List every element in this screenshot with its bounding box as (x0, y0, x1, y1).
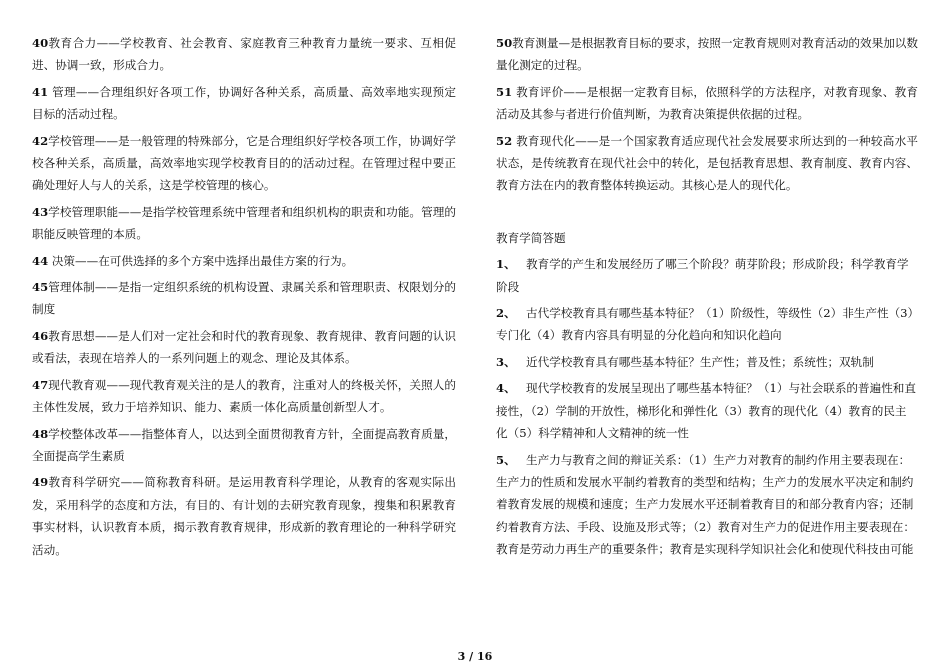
right-column (496, 32, 918, 565)
term-number: 52 (496, 133, 513, 148)
question-number: 2、 (496, 306, 516, 321)
question-number: 1、 (496, 257, 516, 272)
term-number: 48 (32, 426, 49, 441)
question-text: 古代学校教育具有哪些基本特征？（1）阶级性，等级性（2）非生产性（3）专门化（4）教育内容具有明显的分化趋向和知识化趋向 (496, 306, 914, 343)
term-entry-40 (32, 32, 456, 77)
term-entry-50 (496, 32, 918, 77)
term-entry-48 (32, 423, 456, 468)
left-column (32, 32, 456, 565)
term-number: 44 (32, 253, 49, 268)
term-text: 教育科学研究——简称教育科研。是运用教育科学理论，从教育的客观实际出发，采用科学的态度和方法，有目的、有计划的去研究教育现象，搜集和积累教育事实材料，认识教育本质，揭示教育教育规律，形成新的教育理论的一种科学研究活动。 (32, 475, 456, 557)
term-entry-49 (32, 471, 456, 561)
term-entry-41 (32, 81, 456, 126)
term-text: 教育评价——是根据一定教育目标，依照科学的方法程序，对教育现象、教育活动及其参与者进行价值判断，为教育决策提供依据的过程。 (496, 84, 918, 122)
question-text: 教育学的产生和发展经历了哪三个阶段？萌芽阶段；形成阶段；科学教育学阶段 (496, 257, 909, 294)
term-entry-51 (496, 81, 918, 126)
term-text: 教育现代化——是一个国家教育适应现代社会发展要求所达到的一种较高水平状态，是传统教育在现代社会中的转化，是包括教育思想、教育制度、教育内容、教育方法在内的教育整体转换运动。其核心是人的现代化。 (496, 133, 918, 193)
term-number: 41 (32, 84, 49, 99)
term-number: 51 (496, 84, 513, 99)
term-entry-52 (496, 130, 918, 197)
term-text: 教育测量—是根据教育目标的要求，按照一定教育规则对教育活动的效果加以数量化测定的过程。 (496, 36, 918, 73)
term-entry-46 (32, 325, 456, 370)
question-5 (496, 449, 918, 561)
term-number: 49 (32, 475, 49, 490)
question-number: 5、 (496, 452, 516, 467)
term-entry-42 (32, 130, 456, 197)
term-entry-45 (32, 276, 456, 321)
term-text: 现代教育观——现代教育观关注的是人的教育，注重对人的终极关怀，关照人的主体性发展，致力于培养知识、能力、素质一体化高质量创新型人才。 (32, 377, 456, 415)
term-number: 45 (32, 280, 49, 295)
term-number: 50 (496, 36, 513, 50)
term-text: 决策——在可供选择的多个方案中选择出最佳方案的行为。 (51, 253, 354, 268)
question-text: 近代学校教育具有哪些基本特征？生产性；普及性；系统性；双轨制 (526, 354, 874, 369)
term-text: 教育合力——学校教育、社会教育、家庭教育三种教育力量统一要求、互相促进、协调一致，形成合力。 (32, 36, 456, 73)
term-text: 学校管理——是一般管理的特殊部分，它是合理组织好学校各项工作，协调好学校各种关系，高质量，高效率地实现学校教育目的的活动过程。在管理过程中要正确处理好人与人的关系，这是学校管理的核心。 (32, 133, 456, 193)
question-number: 3、 (496, 354, 516, 369)
term-text: 学校管理职能——是指学校管理系统中管理者和组织机构的职责和功能。管理的职能反映管理的本质。 (32, 204, 456, 242)
term-text: 管理——合理组织好各项工作，协调好各种关系，高质量、高效率地实现预定目标的活动过程。 (32, 84, 456, 122)
question-2 (496, 302, 918, 347)
term-entry-43 (32, 201, 456, 246)
term-text: 教育思想——是人们对一定社会和时代的教育现象、教育规律、教育问题的认识或看法，表现在培养人的一系列问题上的观念、理论及其体系。 (32, 328, 456, 366)
term-number: 46 (32, 328, 49, 343)
term-entry-47 (32, 374, 456, 419)
term-number: 47 (32, 377, 49, 392)
question-text: 生产力与教育之间的辩证关系：（1）生产力对教育的制约作用主要表现在：生产力的性质和发展水平制约着教育的类型和结构；生产力的发展水平决定和制约着教育发展的规模和速度；生产力发展水平还制着教育目的和部分教育内容；还制约着教育方法、手段、设施及形式等；（2）教育对生产力的促进作用主要表现在：教育是劳动力再生产的重要条件；教育是实现科学知识社会化和使现代科技由可能 (496, 452, 915, 557)
term-text: 学校整体改革——指整体育人，以达到全面贯彻教育方针，全面提高教育质量，全面提高学生素质 (32, 426, 456, 463)
term-entry-44 (32, 250, 456, 272)
question-number: 4、 (496, 381, 516, 396)
question-text: 现代学校教育的发展呈现出了哪些基本特征？（1）与社会联系的普遍性和直接性，（2）学制的开放性，梯形化和弹性化（3）教育的现代化（4）教育的民主化（5）科学精神和人文精神的统一性 (496, 381, 916, 441)
question-4 (496, 377, 918, 444)
question-1 (496, 253, 918, 298)
term-number: 43 (32, 204, 49, 219)
term-number: 42 (32, 133, 49, 148)
page-number: 3 / 16 (457, 650, 493, 663)
question-3 (496, 351, 918, 373)
section-title: 教育学简答题 (496, 230, 566, 245)
term-text: 管理体制——是指一定组织系统的机构设置、隶属关系和管理职责、权限划分的制度 (32, 280, 456, 317)
term-number: 40 (32, 36, 49, 50)
